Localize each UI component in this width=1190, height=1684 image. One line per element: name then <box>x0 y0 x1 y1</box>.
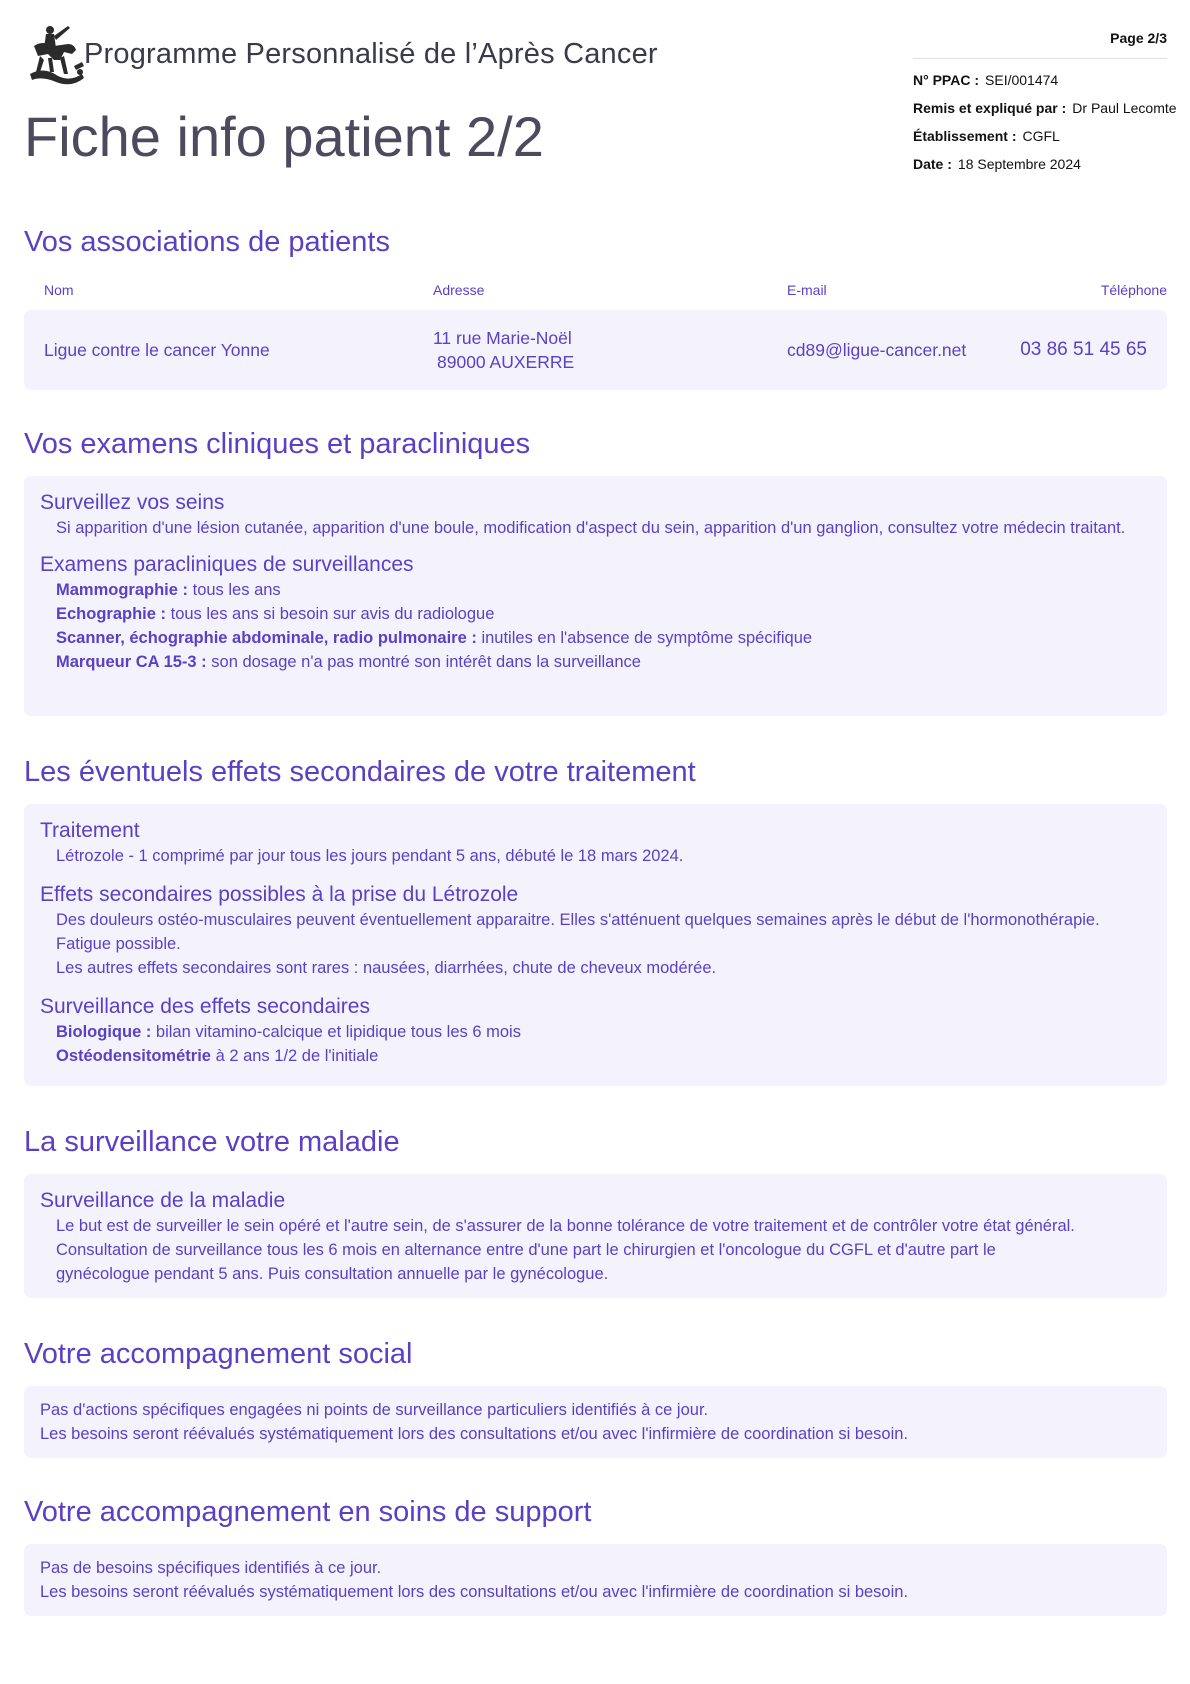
assoc-adresse-line1: 11 rue Marie-Noël <box>433 328 572 348</box>
exam-item: Scanner, échographie abdominale, radio pulmonaire : inutiles en l'absence de symptôme spécifique <box>56 629 813 647</box>
page-number: Page 2/3 <box>1110 30 1167 46</box>
col-header-email: E-mail <box>787 282 827 298</box>
seins-subtitle: Surveillez vos seins <box>40 491 225 514</box>
program-title: Programme Personnalisé de l’Après Cancer <box>84 38 658 70</box>
traitement-text: Létrozole - 1 comprimé par jour tous les jours pendant 5 ans, débuté le 18 mars 2024. <box>56 847 684 865</box>
document-meta <box>913 72 1175 184</box>
meta-ppac: N° PPAC : SEI/001474 <box>913 72 1059 88</box>
assoc-telephone[interactable]: 03 86 51 45 65 <box>1020 339 1147 360</box>
effets-title: Les éventuels effets secondaires de votre traitement <box>24 756 696 788</box>
col-header-nom: Nom <box>44 282 74 298</box>
traitement-subtitle: Traitement <box>40 819 140 842</box>
assoc-adresse-line2: 89000 AUXERRE <box>437 352 575 372</box>
col-header-adresse: Adresse <box>433 282 485 298</box>
social-title: Votre accompagnement social <box>24 1338 413 1370</box>
associations-row <box>24 310 1167 390</box>
surveillance-effets-subtitle: Surveillance des effets secondaires <box>40 995 370 1018</box>
possibles-line: Fatigue possible. <box>56 935 181 953</box>
support-card <box>24 1544 1167 1616</box>
associations-title: Vos associations de patients <box>24 226 390 258</box>
assoc-nom: Ligue contre le cancer Yonne <box>44 340 270 360</box>
meta-divider <box>913 58 1167 59</box>
support-line: Pas de besoins spécifiques identifiés à ce jour. <box>40 1559 382 1577</box>
social-card <box>24 1386 1167 1458</box>
meta-remis-par: Remis et expliqué par : Dr Paul Lecomte <box>913 100 1177 116</box>
col-header-telephone: Téléphone <box>1100 282 1167 298</box>
maladie-title: La surveillance votre maladie <box>24 1126 400 1158</box>
social-line: Pas d'actions spécifiques engagées ni points de surveillance particuliers identifiés à ce jour. <box>40 1401 709 1419</box>
possibles-line: Des douleurs ostéo-musculaires peuvent éventuellement apparaitre. Elles s'atténuent quelques semaines après le début de l'hormonothérapie. <box>56 911 1100 929</box>
assoc-email[interactable]: cd89@ligue-cancer.net <box>787 340 967 360</box>
support-line: Les besoins seront réévalués systématiquement lors des consultations et/ou avec l'infirmière de coordination si besoin. <box>40 1583 909 1601</box>
possibles-line: Les autres effets secondaires sont rares : nausées, diarrhées, chute de cheveux modérée. <box>56 959 717 977</box>
exam-item: Echographie : tous les ans si besoin sur avis du radiologue <box>56 605 495 623</box>
page-title: Fiche info patient 2/2 <box>24 105 544 168</box>
paracliniques-subtitle: Examens paracliniques de surveillances <box>40 553 414 576</box>
maladie-line: Le but est de surveiller le sein opéré et l'autre sein, de s'assurer de la bonne tolérance de votre traitement et de contrôler votre état général. <box>56 1217 1075 1235</box>
effets-card <box>24 804 1167 1086</box>
maladie-subtitle: Surveillance de la maladie <box>40 1189 286 1212</box>
examens-title: Vos examens cliniques et paracliniques <box>24 428 531 460</box>
knight-dragon-icon <box>24 22 88 90</box>
maladie-card <box>24 1174 1167 1298</box>
surveillance-item: Biologique : bilan vitamino-calcique et lipidique tous les 6 mois <box>56 1023 521 1041</box>
meta-etablissement: Établissement : CGFL <box>913 128 1060 144</box>
seins-text: Si apparition d'une lésion cutanée, apparition d'une boule, modification d'aspect du sein, apparition d'un ganglion, consultez votre médecin traitant. <box>56 519 1126 537</box>
exam-item: Mammographie : tous les ans <box>56 581 281 599</box>
cgfl-logo <box>24 22 88 90</box>
surveillance-item: Ostéodensitométrie à 2 ans 1/2 de l'initiale <box>56 1047 379 1065</box>
maladie-line: Consultation de surveillance tous les 6 mois en alternance entre d'une part le chirurgien et l'oncologue du CGFL et d'autre part le <box>56 1241 996 1259</box>
possibles-subtitle: Effets secondaires possibles à la prise du Létrozole <box>40 883 519 906</box>
exam-item: Marqueur CA 15-3 : son dosage n'a pas montré son intérêt dans la surveillance <box>56 653 641 671</box>
support-title: Votre accompagnement en soins de support <box>24 1496 592 1528</box>
examens-card <box>24 476 1167 716</box>
social-line: Les besoins seront réévalués systématiquement lors des consultations et/ou avec l'infirmière de coordination si besoin. <box>40 1425 909 1443</box>
maladie-line: gynécologue pendant 5 ans. Puis consultation annuelle par le gynécologue. <box>56 1265 609 1283</box>
meta-date: Date : 18 Septembre 2024 <box>913 156 1081 172</box>
